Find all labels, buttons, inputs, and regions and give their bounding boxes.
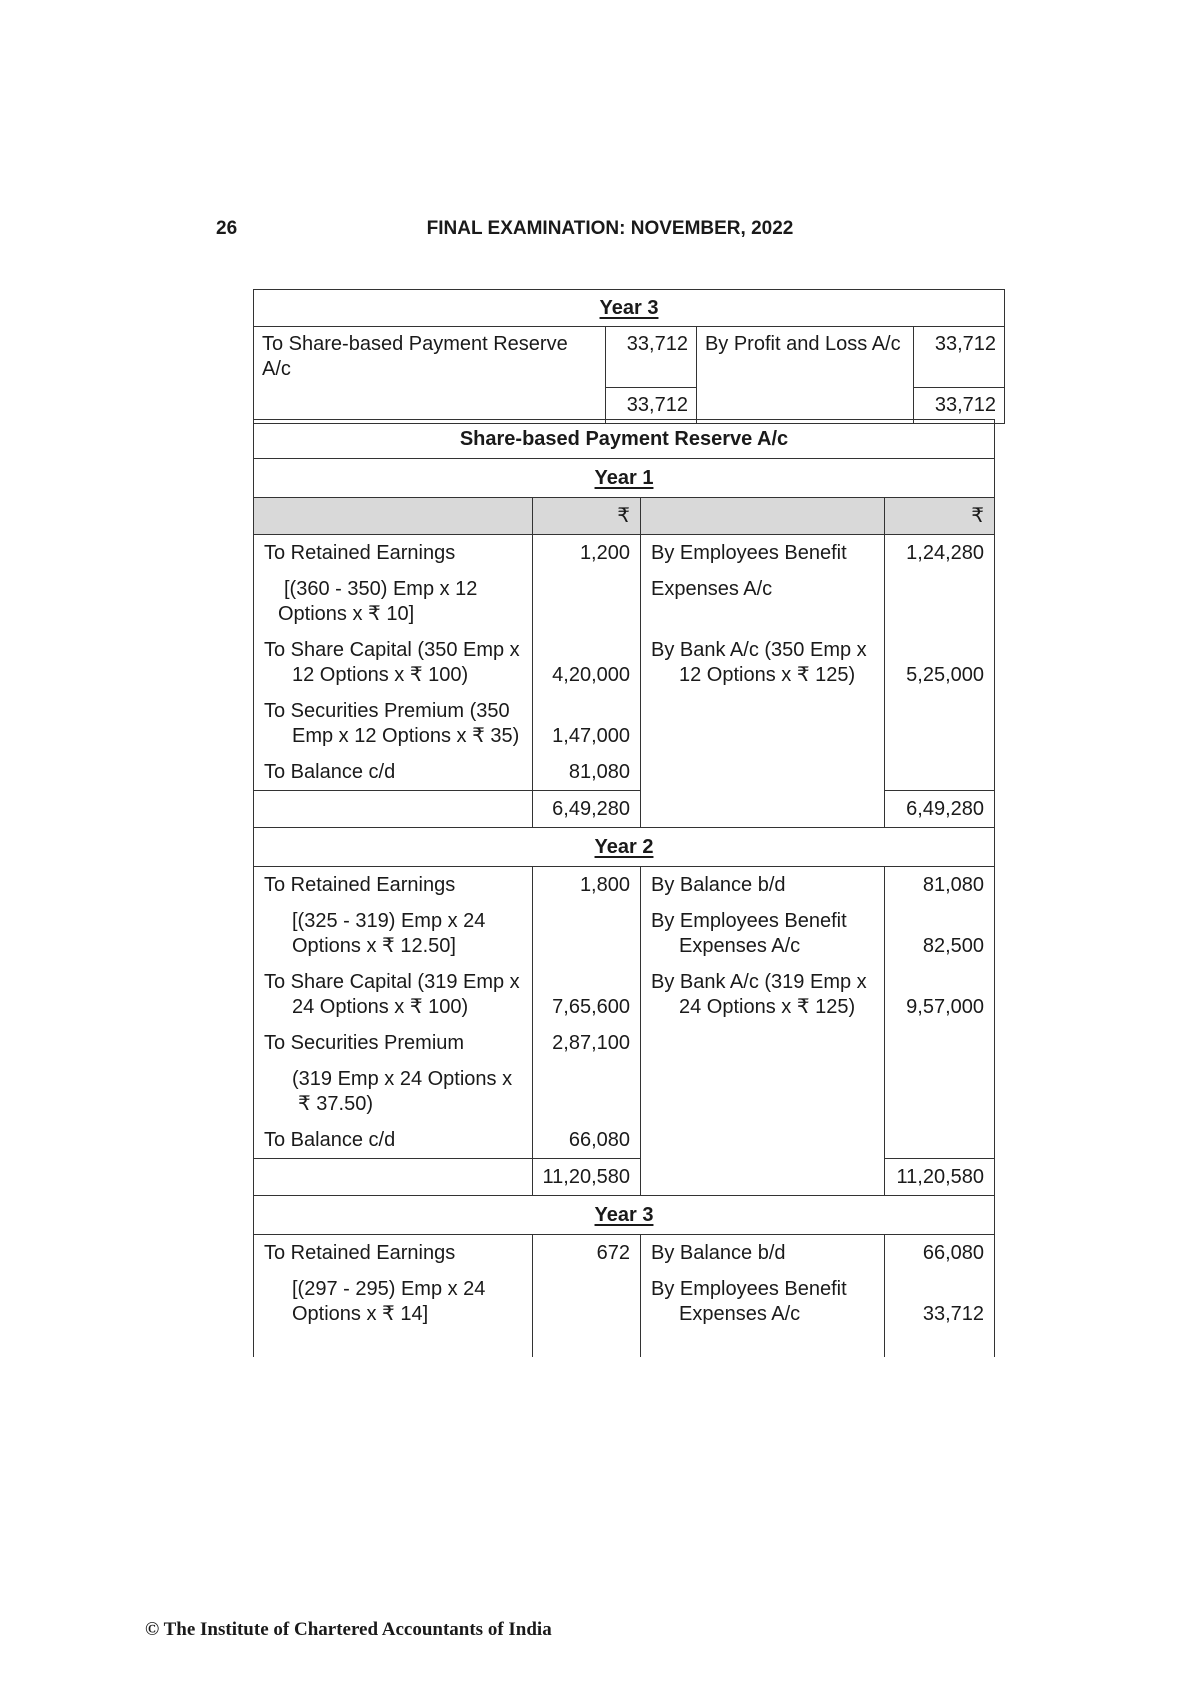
year3-heading: Year 3 xyxy=(594,1204,654,1226)
entry-label: By Bank A/c (319 Emp x xyxy=(651,971,867,993)
table-row xyxy=(254,420,995,459)
entry-label: By Balance b/d xyxy=(641,867,885,904)
year2-heading: Year 2 xyxy=(594,836,654,858)
entry-amount: 1,200 xyxy=(532,535,641,572)
table-row xyxy=(254,1122,995,1159)
debit-total: 11,20,580 xyxy=(532,1159,641,1196)
entry-amount: 66,080 xyxy=(532,1122,641,1159)
table-row xyxy=(254,693,995,754)
entry-amount: 672 xyxy=(532,1235,641,1272)
page-number: 26 xyxy=(216,218,238,239)
account-title: Share-based Payment Reserve A/c xyxy=(254,420,995,459)
entry-note: Options x ₹ 10] xyxy=(278,603,415,625)
entry-note: [(325 - 319) Emp x 24 xyxy=(292,910,486,932)
table-row xyxy=(254,1159,995,1196)
entry-label: 12 Options x ₹ 125) xyxy=(679,664,856,686)
employees-benefit-year3-table xyxy=(253,289,1005,424)
table-row xyxy=(254,754,995,791)
entry-label: 12 Options x ₹ 100) xyxy=(292,664,469,686)
entry-note: (319 Emp x 24 Options x xyxy=(292,1068,513,1090)
copyright-footer: © The Institute of Chartered Accountants of India xyxy=(145,1619,552,1640)
table-row xyxy=(254,828,995,867)
table-row xyxy=(254,791,995,828)
entry-amount: 1,800 xyxy=(532,867,641,904)
entry-amount: 7,65,600 xyxy=(532,964,641,1025)
table-row xyxy=(254,964,995,1025)
entry-label: By Employees Benefit xyxy=(651,910,847,932)
entry-amount: 81,080 xyxy=(532,754,641,791)
share-based-payment-reserve-table xyxy=(253,419,995,1383)
entry-label: To Share Capital (350 Emp x xyxy=(264,639,520,661)
table-row xyxy=(254,387,1005,423)
entry-label: By Employees Benefit xyxy=(651,1278,847,1300)
debit-amount: 33,712 xyxy=(606,327,697,388)
entry-label: Expenses A/c xyxy=(679,1303,801,1325)
entry-note: [(297 - 295) Emp x 24 xyxy=(292,1278,486,1300)
entry-amount: 82,500 xyxy=(885,903,995,964)
table-row xyxy=(254,1235,995,1272)
entry-label: By Employees Benefit xyxy=(641,535,885,572)
year-heading: Year 3 xyxy=(599,297,659,319)
credit-amount: 33,712 xyxy=(914,327,1005,388)
currency-symbol-credit: ₹ xyxy=(885,498,995,535)
debit-total: 33,712 xyxy=(606,387,697,423)
entry-label: To Balance c/d xyxy=(254,1122,533,1159)
entry-label: Emp x 12 Options x ₹ 35) xyxy=(292,725,520,747)
year1-heading: Year 1 xyxy=(594,467,654,489)
entry-label: Expenses A/c xyxy=(679,935,801,957)
entry-amount: 4,20,000 xyxy=(532,632,641,693)
entry-note: Options x ₹ 14] xyxy=(292,1303,429,1325)
credit-total: 6,49,280 xyxy=(885,791,995,828)
entry-label: To Balance c/d xyxy=(254,754,533,791)
entry-note: ₹ 37.50) xyxy=(298,1093,373,1115)
entry-amount: 1,24,280 xyxy=(885,535,995,572)
page-continuation-mask xyxy=(0,1357,1191,1587)
entry-label: 24 Options x ₹ 100) xyxy=(292,996,469,1018)
entry-label: By Bank A/c (350 Emp x xyxy=(651,639,867,661)
credit-total: 11,20,580 xyxy=(885,1159,995,1196)
entry-label: To Securities Premium (350 xyxy=(264,700,510,722)
entry-amount: 1,47,000 xyxy=(532,693,641,754)
debit-total: 6,49,280 xyxy=(532,791,641,828)
table-row xyxy=(254,1025,995,1061)
entry-amount: 81,080 xyxy=(885,867,995,904)
table-row xyxy=(254,571,995,632)
entry-label: To Retained Earnings xyxy=(254,535,533,572)
entry-label: To Share Capital (319 Emp x xyxy=(264,971,520,993)
entry-note: Options x ₹ 12.50] xyxy=(292,935,456,957)
entry-amount: 9,57,000 xyxy=(885,964,995,1025)
entry-label: Expenses A/c xyxy=(641,571,885,632)
table-row xyxy=(254,1196,995,1235)
table-row xyxy=(254,632,995,693)
table-row xyxy=(254,1061,995,1122)
entry-label: To Retained Earnings xyxy=(254,1235,533,1272)
entry-amount: 66,080 xyxy=(885,1235,995,1272)
entry-label: To Securities Premium xyxy=(254,1025,533,1061)
table-row xyxy=(254,903,995,964)
entry-label: By Balance b/d xyxy=(641,1235,885,1272)
entry-note: [(360 - 350) Emp x 12 xyxy=(284,578,478,600)
entry-amount: 2,87,100 xyxy=(532,1025,641,1061)
table-row xyxy=(254,867,995,904)
credit-label: By Profit and Loss A/c xyxy=(696,327,913,388)
table-row xyxy=(254,327,1005,388)
table-row xyxy=(254,290,1005,327)
entry-label: 24 Options x ₹ 125) xyxy=(679,996,856,1018)
table-row xyxy=(254,535,995,572)
credit-total: 33,712 xyxy=(914,387,1005,423)
table-row xyxy=(254,459,995,498)
table-row xyxy=(254,498,995,535)
currency-symbol-debit: ₹ xyxy=(532,498,641,535)
entry-label: To Retained Earnings xyxy=(254,867,533,904)
table-row xyxy=(254,1271,995,1332)
entry-amount: 33,712 xyxy=(885,1271,995,1332)
debit-label: To Share-based Payment Reserve A/c xyxy=(254,327,606,388)
entry-amount: 5,25,000 xyxy=(885,632,995,693)
page-header-title: FINAL EXAMINATION: NOVEMBER, 2022 xyxy=(426,218,794,239)
